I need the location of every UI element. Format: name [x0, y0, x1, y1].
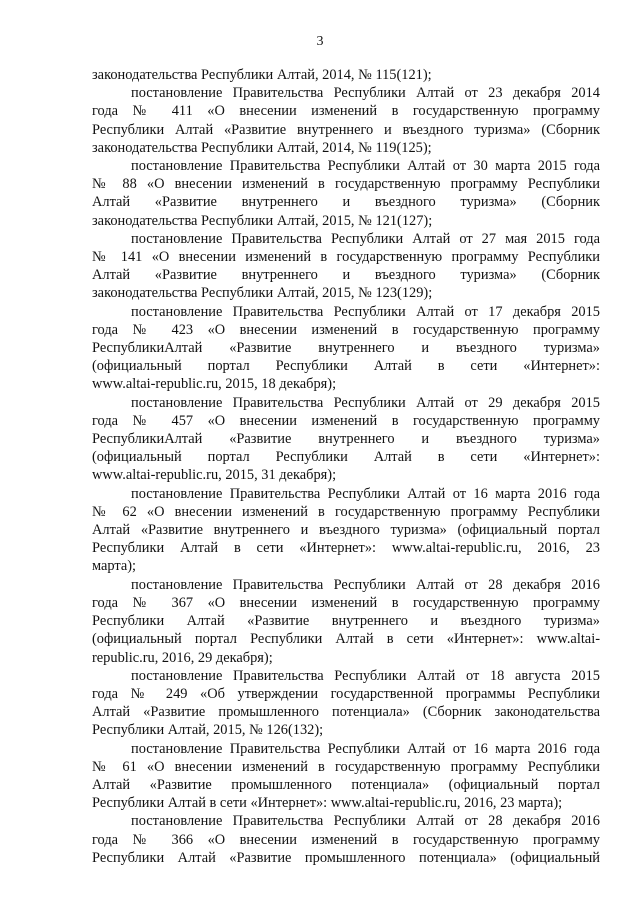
- text-line: года № 249 «Об утверждении государственной программы Республики: [92, 685, 600, 702]
- text-line: www.altai-republic.ru, 2015, 31 декабря);: [92, 467, 337, 484]
- text-line: года № 367 «О внесении изменений в государственную программу: [92, 594, 600, 611]
- text-line: № 62 «О внесении изменений в государственную программу Республики: [92, 503, 600, 520]
- text-line: постановление Правительства Республики Алтай от 17 декабря 2015: [131, 303, 600, 320]
- text-line: РеспубликиАлтай «Развитие внутреннего и въездного туризма»: [92, 340, 600, 357]
- text-line: (официальный портал Республики Алтай в сети «Интернет»: www.altai-: [92, 631, 600, 648]
- text-line: постановление Правительства Республики Алтай от 16 марта 2016 года: [131, 740, 600, 757]
- text-line: РеспубликиАлтай «Развитие внутреннего и въездного туризма»: [92, 431, 600, 448]
- text-line: постановление Правительства Республики Алтай от 28 декабря 2016: [131, 813, 600, 830]
- paragraph: [92, 740, 600, 813]
- text-line: постановление Правительства Республики Алтай от 18 августа 2015: [131, 667, 600, 684]
- text-line: постановление Правительства Республики Алтай от 30 марта 2015 года: [131, 158, 600, 175]
- text-line: www.altai-republic.ru, 2015, 18 декабря);: [92, 376, 337, 393]
- paragraph: [92, 394, 600, 485]
- text-line: Республики Алтай в сети «Интернет»: www.altai-republic.ru, 2016, 23: [92, 540, 600, 557]
- text-line: года № 366 «О внесении изменений в государственную программу: [92, 831, 600, 848]
- text-line: постановление Правительства Республики Алтай от 23 декабря 2014: [131, 85, 600, 102]
- text-line: Алтай «Развитие внутреннего и въездного туризма» (Сборник: [92, 267, 600, 284]
- text-line: Республики Алтай «Развитие внутреннего и въездного туризма»: [92, 613, 600, 630]
- text-line: Республики Алтай, 2015, № 126(132);: [92, 722, 324, 739]
- text-line: (официальный портал Республики Алтай в сети «Интернет»:: [92, 449, 600, 466]
- text-line: постановление Правительства Республики Алтай от 29 декабря 2015: [131, 394, 600, 411]
- text-line: постановление Правительства Республики Алтай от 27 мая 2015 года: [131, 230, 600, 247]
- text-line: (официальный портал Республики Алтай в сети «Интернет»:: [92, 358, 600, 375]
- text-line: Алтай «Развитие промышленного потенциала» (официальный портал: [92, 776, 600, 793]
- text-line: законодательства Республики Алтай, 2015, № 123(129);: [92, 285, 433, 302]
- paragraph: [92, 84, 600, 157]
- text-line: года № 411 «О внесении изменений в государственную программу: [92, 103, 600, 120]
- text-line: Республики Алтай «Развитие промышленного потенциала» (официальный: [92, 849, 600, 866]
- text-line: republic.ru, 2016, 29 декабря);: [92, 649, 273, 666]
- text-line: Алтай «Развитие внутреннего и въездного туризма» (официальный портал: [92, 522, 600, 539]
- text-line: № 88 «О внесении изменений в государственную программу Республики: [92, 176, 600, 193]
- text-line: постановление Правительства Республики Алтай от 16 марта 2016 года: [131, 485, 600, 502]
- paragraph: [92, 812, 600, 867]
- text-line: Алтай «Развитие промышленного потенциала» (Сборник законодательства: [92, 704, 600, 721]
- text-line: законодательства Республики Алтай, 2015, № 121(127);: [92, 212, 433, 229]
- paragraph: [92, 485, 600, 576]
- text-line: Республики Алтай в сети «Интернет»: www.altai-republic.ru, 2016, 23 марта);: [92, 795, 563, 812]
- text-line: года № 457 «О внесении изменений в государственную программу: [92, 412, 600, 429]
- text-line: № 141 «О внесении изменений в государственную программу Республики: [92, 249, 600, 266]
- paragraph: [92, 303, 600, 394]
- paragraph: [92, 230, 600, 303]
- text-line: законодательства Республики Алтай, 2014, № 119(125);: [92, 139, 432, 156]
- document-body: [92, 66, 600, 867]
- page-number: 3: [316, 34, 324, 49]
- text-line: марта);: [92, 558, 137, 575]
- paragraph: [92, 667, 600, 740]
- text-line: года № 423 «О внесении изменений в государственную программу: [92, 321, 600, 338]
- text-line: Алтай «Развитие внутреннего и въездного туризма» (Сборник: [92, 194, 600, 211]
- text-line: Республики Алтай «Развитие внутреннего и въездного туризма» (Сборник: [92, 121, 600, 138]
- text-line: постановление Правительства Республики Алтай от 28 декабря 2016: [131, 576, 600, 593]
- paragraph: [92, 66, 600, 84]
- paragraph: [92, 576, 600, 667]
- paragraph: [92, 157, 600, 230]
- text-line: законодательства Республики Алтай, 2014, № 115(121);: [92, 67, 432, 83]
- text-line: № 61 «О внесении изменений в государственную программу Республики: [92, 758, 600, 775]
